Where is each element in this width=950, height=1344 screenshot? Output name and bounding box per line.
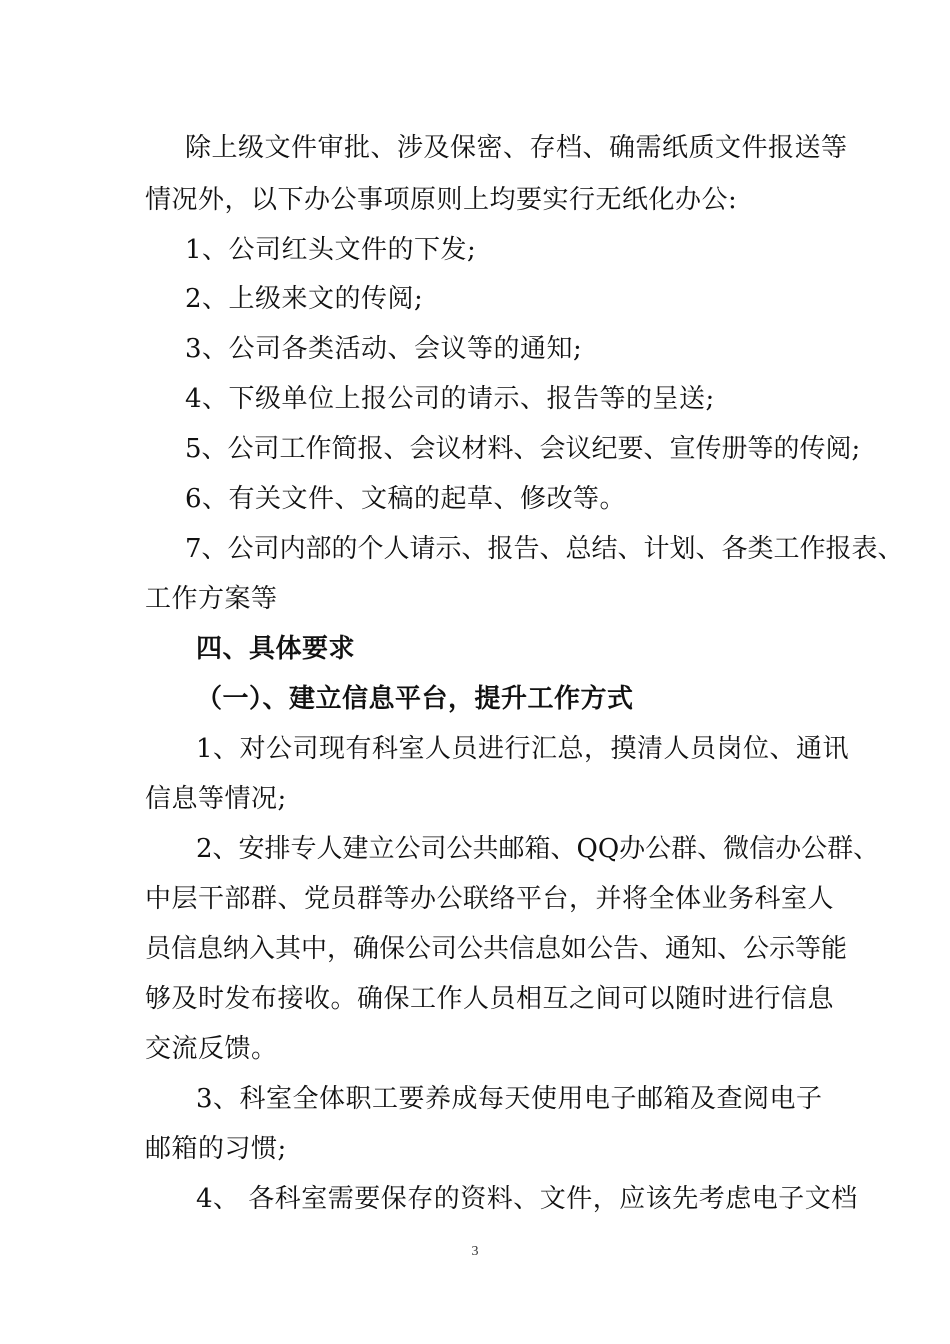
page-number: 3 [471, 1244, 479, 1259]
paragraph-line: 员信息纳入其中，确保公司公共信息如公告、通知、公示等能 [145, 934, 848, 964]
paragraph-line: 信息等情况; [145, 784, 287, 814]
list-item: 5、公司工作简报、会议材料、会议纪要、宣传册等的传阅; [185, 434, 861, 464]
paragraph-line: 交流反馈。 [145, 1034, 278, 1064]
subsection-heading: （一）、建立信息平台，提升工作方式 [196, 684, 634, 714]
paragraph-line: 3、科室全体职工要养成每天使用电子邮箱及查阅电子 [196, 1084, 823, 1114]
section-heading: 四、具体要求 [196, 634, 356, 664]
paragraph-line: 2、安排专人建立公司公共邮箱、QQ办公群、微信办公群、 [196, 834, 880, 864]
paragraph-line: 4、 各科室需要保存的资料、文件，应该先考虑电子文档 [196, 1184, 858, 1214]
paragraph-line: 除上级文件审批、涉及保密、存档、确需纸质文件报送等 [185, 133, 848, 163]
paragraph-line: 工作方案等 [145, 584, 278, 614]
paragraph-line: 够及时发布接收。确保工作人员相互之间可以随时进行信息 [145, 984, 835, 1014]
list-item: 6、有关文件、文稿的起草、修改等。 [185, 484, 627, 514]
list-item: 1、公司红头文件的下发; [185, 235, 477, 265]
paragraph-line: 1、对公司现有科室人员进行汇总，摸清人员岗位、通讯 [196, 734, 850, 764]
list-item: 2、上级来文的传阅; [185, 284, 424, 314]
paragraph-line: 邮箱的习惯; [145, 1134, 287, 1164]
list-item: 7、公司内部的个人请示、报告、总结、计划、各类工作报表、 [185, 534, 904, 564]
list-item: 3、公司各类活动、会议等的通知; [185, 334, 583, 364]
paragraph-line: 情况外，以下办公事项原则上均要实行无纸化办公: [145, 185, 738, 215]
paragraph-line: 中层干部群、党员群等办公联络平台，并将全体业务科室人 [145, 884, 835, 914]
list-item: 4、下级单位上报公司的请示、报告等的呈送; [185, 384, 715, 414]
